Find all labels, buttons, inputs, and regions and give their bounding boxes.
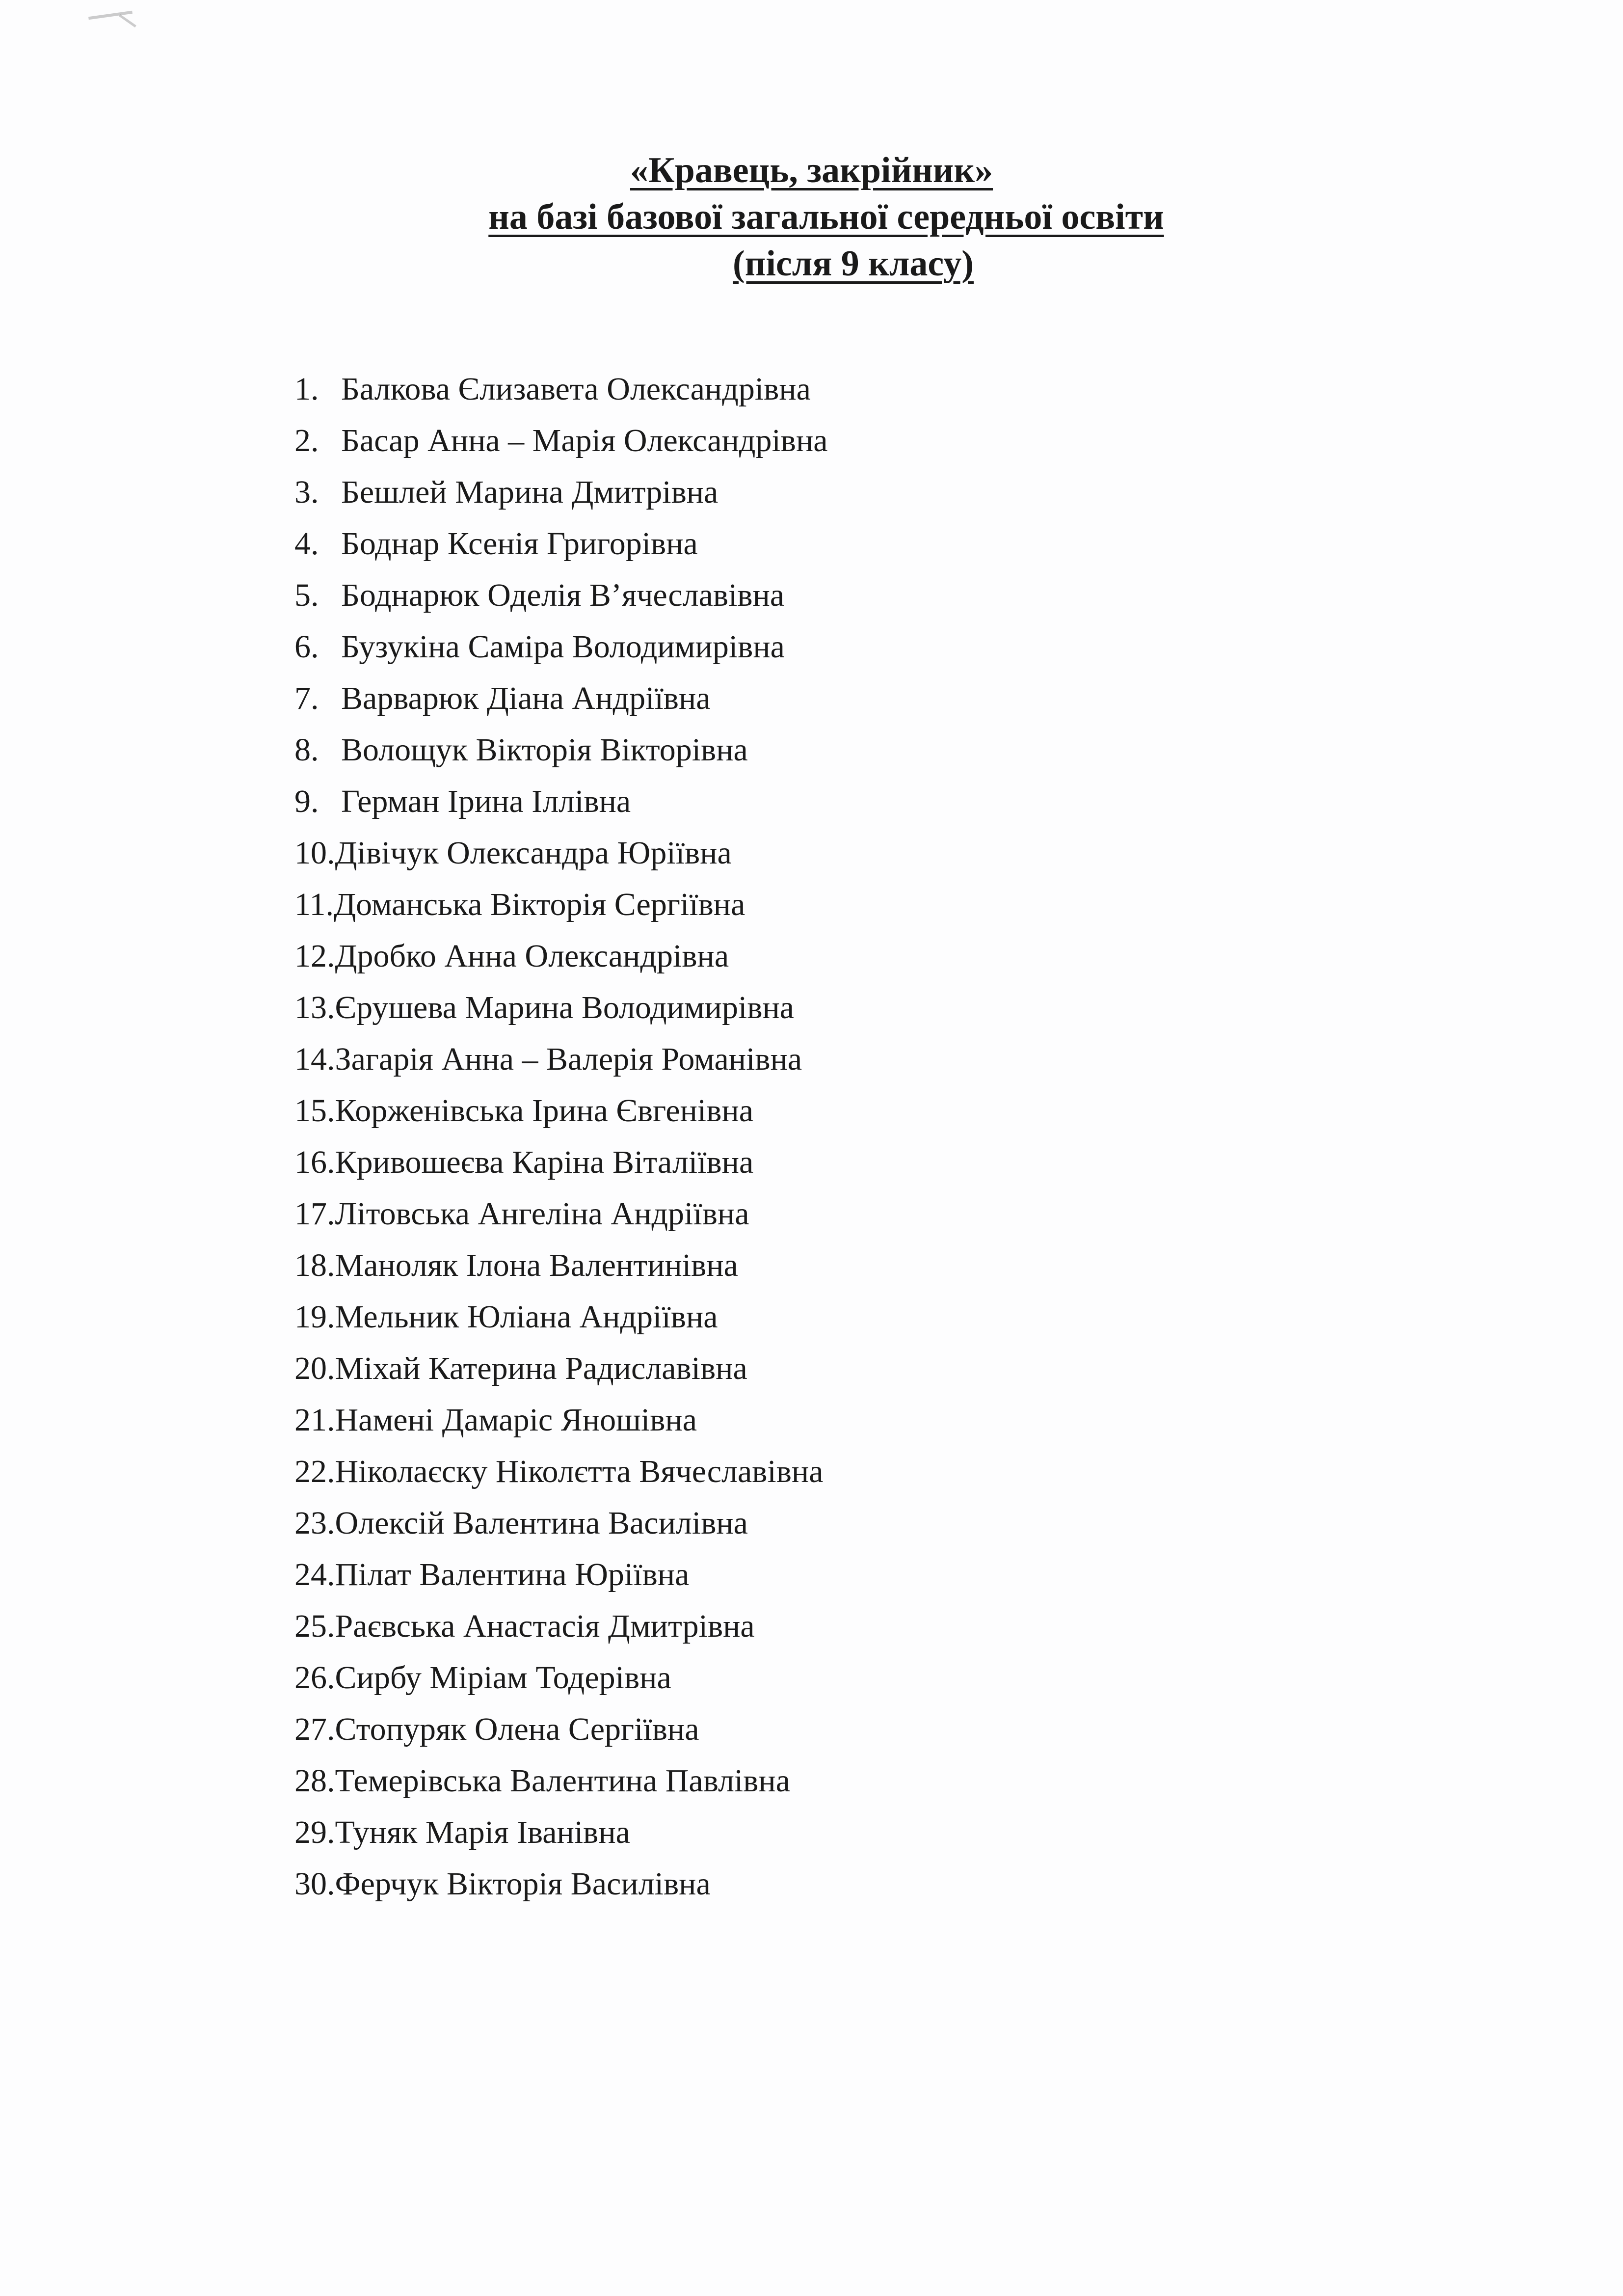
student-name: Бешлей Марина Дмитрівна <box>341 474 718 510</box>
item-number: 21. <box>294 1402 335 1438</box>
item-number: 27. <box>294 1711 335 1747</box>
list-item <box>294 827 828 879</box>
item-number: 11. <box>294 887 334 922</box>
student-name: Басар Анна – Марія Олександрівна <box>341 423 828 459</box>
item-number: 30. <box>294 1866 335 1902</box>
list-item <box>294 569 828 621</box>
list-item <box>294 1343 828 1394</box>
student-name: Боднарюк Оделія В’ячеславівна <box>341 577 785 613</box>
item-number: 5. <box>294 577 319 613</box>
item-number: 14. <box>294 1041 335 1077</box>
student-name: Міхай Катерина Радиславівна <box>335 1351 747 1386</box>
list-item <box>294 518 828 569</box>
list-item <box>294 1446 828 1497</box>
student-name: Темерівська Валентина Павлівна <box>335 1763 791 1799</box>
list-item <box>294 879 828 930</box>
student-name: Стопуряк Олена Сергіївна <box>335 1711 699 1747</box>
student-name: Доманська Вікторія Сергіївна <box>334 887 745 922</box>
student-name: Кривошеєва Каріна Віталіївна <box>335 1144 754 1180</box>
student-name: Корженівська Ірина Євгенівна <box>335 1093 754 1129</box>
student-name: Варварюк Діана Андріївна <box>341 680 711 716</box>
list-item <box>294 1085 828 1136</box>
document-header <box>0 147 1623 287</box>
item-number: 28. <box>294 1763 335 1799</box>
student-name: Олексій Валентина Василівна <box>335 1505 748 1541</box>
scan-mark <box>119 14 136 27</box>
student-name: Балкова Єлизавета Олександрівна <box>341 371 811 407</box>
student-name: Єрушева Марина Володимирівна <box>335 990 795 1026</box>
list-item <box>294 415 828 466</box>
item-number: 26. <box>294 1660 335 1696</box>
header-title-line: «Кравець, закрійник» <box>630 150 993 190</box>
list-item <box>294 1240 828 1291</box>
student-name: Маноляк Ілона Валентинівна <box>335 1247 738 1283</box>
item-number: 25. <box>294 1608 335 1644</box>
item-number: 1. <box>294 371 319 407</box>
item-number: 7. <box>294 680 319 716</box>
item-number: 22. <box>294 1454 335 1489</box>
list-item <box>294 1652 828 1703</box>
student-name: Ферчук Вікторія Василівна <box>335 1866 711 1902</box>
list-item <box>294 1600 828 1652</box>
list-item <box>294 1858 828 1910</box>
item-number: 29. <box>294 1814 335 1850</box>
list-item <box>294 776 828 827</box>
list-item <box>294 1807 828 1858</box>
student-name: Бузукіна Саміра Володимирівна <box>341 629 785 665</box>
student-name: Дробко Анна Олександрівна <box>335 938 729 974</box>
list-item <box>294 1291 828 1343</box>
list-item <box>294 930 828 982</box>
item-number: 18. <box>294 1247 335 1283</box>
item-number: 19. <box>294 1299 335 1335</box>
list-item <box>294 1033 828 1085</box>
student-name: Ніколаєску Ніколєтта Вячеславівна <box>335 1454 824 1489</box>
student-name: Герман Ірина Іллівна <box>341 783 631 819</box>
student-name: Туняк Марія Іванівна <box>335 1814 630 1850</box>
student-name: Боднар Ксенія Григорівна <box>341 526 698 562</box>
list-item <box>294 1497 828 1549</box>
item-number: 13. <box>294 990 335 1026</box>
list-item <box>294 1394 828 1446</box>
student-name: Сирбу Міріам Тодерівна <box>335 1660 671 1696</box>
item-number: 20. <box>294 1351 335 1386</box>
student-name: Пілат Валентина Юріївна <box>335 1557 690 1593</box>
header-subtitle-line: на базі базової загальної середньої освіти <box>488 197 1164 237</box>
list-item <box>294 724 828 776</box>
item-number: 24. <box>294 1557 335 1593</box>
list-item <box>294 982 828 1033</box>
item-number: 4. <box>294 526 319 562</box>
item-number: 2. <box>294 423 319 459</box>
student-name: Волощук Вікторія Вікторівна <box>341 732 748 768</box>
list-item <box>294 466 828 518</box>
list-item <box>294 1549 828 1600</box>
item-number: 17. <box>294 1196 335 1232</box>
student-list <box>294 363 828 1910</box>
item-number: 8. <box>294 732 319 768</box>
header-grade-line: (після 9 класу) <box>733 243 974 284</box>
item-number: 15. <box>294 1093 335 1129</box>
list-item <box>294 363 828 415</box>
item-number: 10. <box>294 835 335 871</box>
student-name: Загарія Анна – Валерія Романівна <box>335 1041 802 1077</box>
list-item <box>294 673 828 724</box>
student-name: Намені Дамаріс Яношівна <box>335 1402 697 1438</box>
list-item <box>294 1703 828 1755</box>
student-name: Мельник Юліана Андріївна <box>335 1299 718 1335</box>
item-number: 23. <box>294 1505 335 1541</box>
student-name: Раєвська Анастасія Дмитрівна <box>335 1608 755 1644</box>
item-number: 3. <box>294 474 319 510</box>
list-item <box>294 1136 828 1188</box>
list-item <box>294 621 828 673</box>
student-name: Літовська Ангеліна Андріївна <box>335 1196 749 1232</box>
item-number: 6. <box>294 629 319 665</box>
item-number: 16. <box>294 1144 335 1180</box>
list-item <box>294 1188 828 1240</box>
list-item <box>294 1755 828 1807</box>
item-number: 9. <box>294 783 319 819</box>
item-number: 12. <box>294 938 335 974</box>
student-name: Дівічук Олександра Юріївна <box>335 835 732 871</box>
